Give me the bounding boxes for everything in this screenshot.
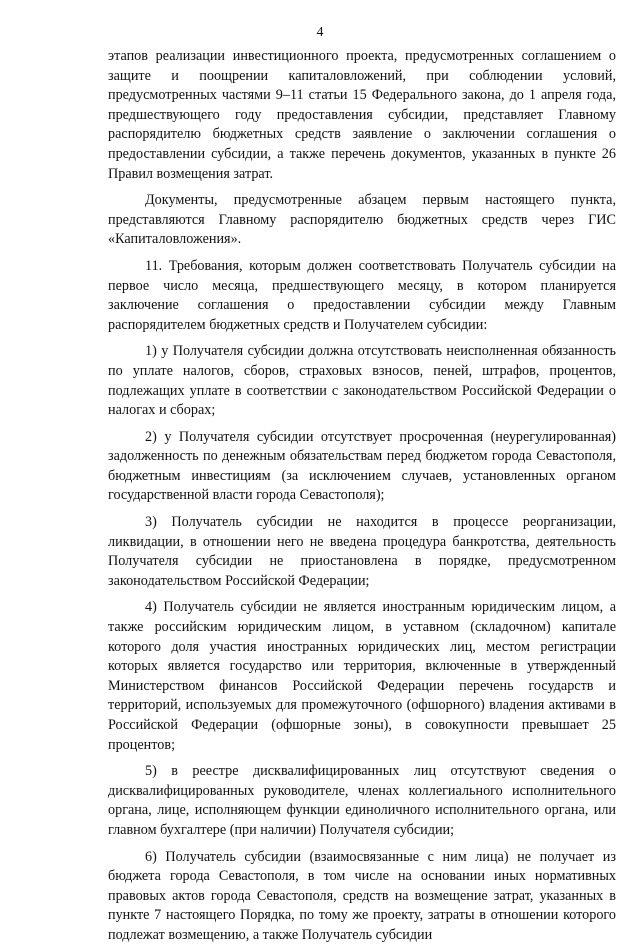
page-number: 4 [316,25,324,40]
document-body [108,47,616,946]
paragraph-11-requirements: 11. Требования, которым должен соответствовать Получатель субсидии на первое число месяца, предшествующего месяцу, в котором планируется заключение соглашения о предоставлении субсидии между Главным распорядителем бюджетных средств и Получателем субсидии: [108,257,616,333]
paragraph-documents-via-gis: Документы, предусмотренные абзацем первым настоящего пункта, представляются Главному распорядителю бюджетных средств через ГИС «Капиталовложения». [108,192,616,248]
list-item-2-overdue-debt: 2) у Получателя субсидии отсутствует просроченная (неурегулированная) задолженность по денежным обязательствам перед бюджетом города Севастополя, бюджетным инвестициям (за исключением случаев, установленных органом государственной власти города Севастополя); [108,428,616,504]
list-item-6-no-other-funds: 6) Получатель субсидии (взаимосвязанные с ним лица) не получает из бюджета города Севастополя, в том числе на основании иных нормативных правовых актов города Севастополя, средств на возмещение затрат, указанных в пункте 7 настоящего Порядка, по тому же проекту, затраты в отношении которого подлежат возмещению, а также Получатель субсидии [108,848,616,943]
list-item-5-disqualified-persons: 5) в реестре дисквалифицированных лиц отсутствуют сведения о дисквалифицированных руководителе, членах коллегиального исполнительного органа, лице, исполняющем функции единоличного исполнительного органа, или главном бухгалтере (при наличии) Получателя субсидии; [108,763,616,838]
list-item-3-reorganization: 3) Получатель субсидии не находится в процессе реорганизации, ликвидации, в отношении него не введена процедура банкротства, деятельность Получателя субсидии не приостановлена в порядке, предусмотренном законодательством Российской Федерации; [108,514,616,589]
list-item-1-tax-obligations: 1) у Получателя субсидии должна отсутствовать неисполненная обязанность по уплате налогов, сборов, страховых взносов, пеней, штрафов, процентов, подлежащих уплате в соответствии с законодательством Российской Федерации о налогах и сборах; [108,343,616,419]
paragraph-continuation: этапов реализации инвестиционного проекта, предусмотренных соглашением о защите и поощрении капиталовложений, при соблюдении условий, предусмотренных частями 9–11 статьи 15 Федерального закона, до 1 апреля года, предшествующего году предоставления субсидии, представляет Главному распорядителю бюджетных средств заявление о заключении соглашения о предоставлении субсидии, а также перечень документов, указанных в пункте 26 Правил возмещения затрат. [108,48,616,182]
list-item-4-foreign-entity: 4) Получатель субсидии не является иностранным юридическим лицом, а также российским юридическим лицом, в уставном (складочном) капитале которого доля участия иностранных юридических лиц, местом регистрации которых является государство или территория, включенные в утвержденный Министерством финансов Российской Федерации перечень государств и территорий, используемых для промежуточного (офшорного) владения активами в Российской Федерации (офшорные зоны), в совокупности превышает 25 процентов; [108,599,616,753]
